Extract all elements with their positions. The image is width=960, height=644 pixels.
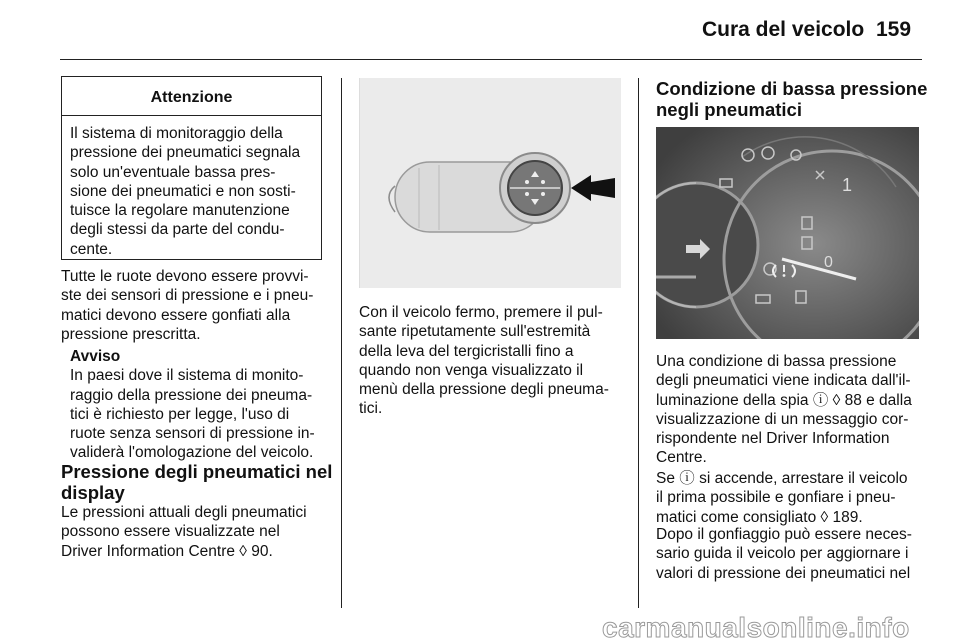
instrument-cluster-illustration	[656, 127, 919, 339]
text-line: tuisce la regolare manutenzione	[70, 202, 290, 220]
text-line: In paesi dove il sistema di monito-	[70, 367, 304, 385]
text-line: pressione dei pneumatici segnala	[70, 144, 301, 162]
low-pressure-paragraph-2	[656, 469, 931, 527]
note-title: Avviso	[70, 348, 121, 365]
section-title-low-pressure	[656, 79, 931, 120]
text-line: visualizzazione di un messaggio cor-	[656, 410, 909, 428]
text-line: Dopo il gonfiaggio può essere neces-	[656, 526, 912, 543]
title-line: Pressione degli pneumatici nel	[61, 461, 333, 482]
text-line: possono essere visualizzate nel	[61, 523, 280, 541]
text-line: degli pneumatici viene indicata dall'il-	[656, 372, 911, 390]
text-line: validerà l'omologazione del veicolo.	[70, 444, 314, 462]
title-line: negli pneumatici	[656, 98, 802, 120]
text-line: degli stessi da parte del condu-	[70, 221, 285, 239]
header-rule	[60, 59, 922, 60]
text-line: sione dei pneumatici e non sosti-	[70, 182, 296, 200]
page-number: 159	[876, 18, 912, 41]
text-line: ruote senza sensori di pressione in-	[70, 425, 315, 443]
text-line: matici come consigliato ◊ 189.	[656, 508, 863, 526]
sensor-paragraph	[61, 267, 331, 344]
text-line: luminazione della spia ⓘ ◊ 88 e dalla	[656, 391, 912, 409]
note-block	[70, 347, 326, 463]
column-divider-1	[341, 78, 342, 608]
instrument-cluster-figure	[656, 127, 919, 339]
text-line: della leva del tergicristalli fino a	[359, 342, 574, 360]
text-line: il prima possibile e gonfiare i pneu-	[656, 489, 896, 507]
warning-box	[61, 76, 322, 260]
text-line: sante ripetutamente sull'estremità	[359, 323, 591, 341]
text-line: Centre.	[656, 449, 707, 467]
text-line: ste dei sensori di pressione e i pneu-	[61, 287, 314, 305]
text-line: quando non venga visualizzato il	[359, 361, 584, 379]
lever-paragraph	[359, 303, 629, 419]
text-line: Tutte le ruote devono essere provvi-	[61, 268, 309, 285]
text-line: Se ⓘ si accende, arrestare il veicolo	[656, 470, 908, 487]
wiper-lever-figure	[359, 78, 621, 288]
title-line: display	[61, 481, 125, 503]
column-divider-2	[638, 78, 639, 608]
warning-title: Attenzione	[62, 77, 321, 116]
text-line: solo un'eventuale bassa pres-	[70, 163, 276, 181]
text-line: pressione prescritta.	[61, 325, 201, 343]
wiper-lever-illustration	[359, 78, 621, 288]
text-line: valori di pressione dei pneumatici nel	[656, 564, 911, 582]
text-line: Il sistema di monitoraggio della	[70, 125, 283, 142]
low-pressure-paragraph-1	[656, 352, 931, 468]
watermark: carmanualsonline.info	[602, 612, 910, 643]
gauge-scale-label-0: 0	[824, 254, 833, 271]
text-line: Le pressioni attuali degli pneumatici	[61, 504, 307, 521]
text-line: Una condizione di bassa pressione	[656, 353, 897, 370]
text-line: Con il veicolo fermo, premere il pul-	[359, 304, 603, 321]
page-header-title: Cura del veicolo	[702, 18, 865, 41]
low-pressure-paragraph-3	[656, 525, 931, 583]
text-line: menù della pressione degli pneuma-	[359, 381, 609, 399]
section-title-display	[61, 462, 336, 503]
text-line: sario guida il veicolo per aggiornare i	[656, 545, 909, 563]
display-paragraph	[61, 503, 331, 561]
text-line: tici.	[359, 400, 383, 418]
title-line: Condizione di bassa pressione	[656, 78, 928, 99]
text-line: rispondente nel Driver Information	[656, 430, 890, 448]
warning-text	[62, 116, 321, 259]
text-line: Driver Information Centre ◊ 90.	[61, 542, 273, 560]
gauge-scale-label-1: 1	[842, 175, 853, 195]
text-line: cente.	[70, 240, 113, 258]
text-line: raggio della pressione dei pneuma-	[70, 386, 313, 404]
text-line: matici devono essere gonfiati alla	[61, 306, 291, 324]
text-line: tici è richiesto per legge, l'uso di	[70, 405, 290, 423]
